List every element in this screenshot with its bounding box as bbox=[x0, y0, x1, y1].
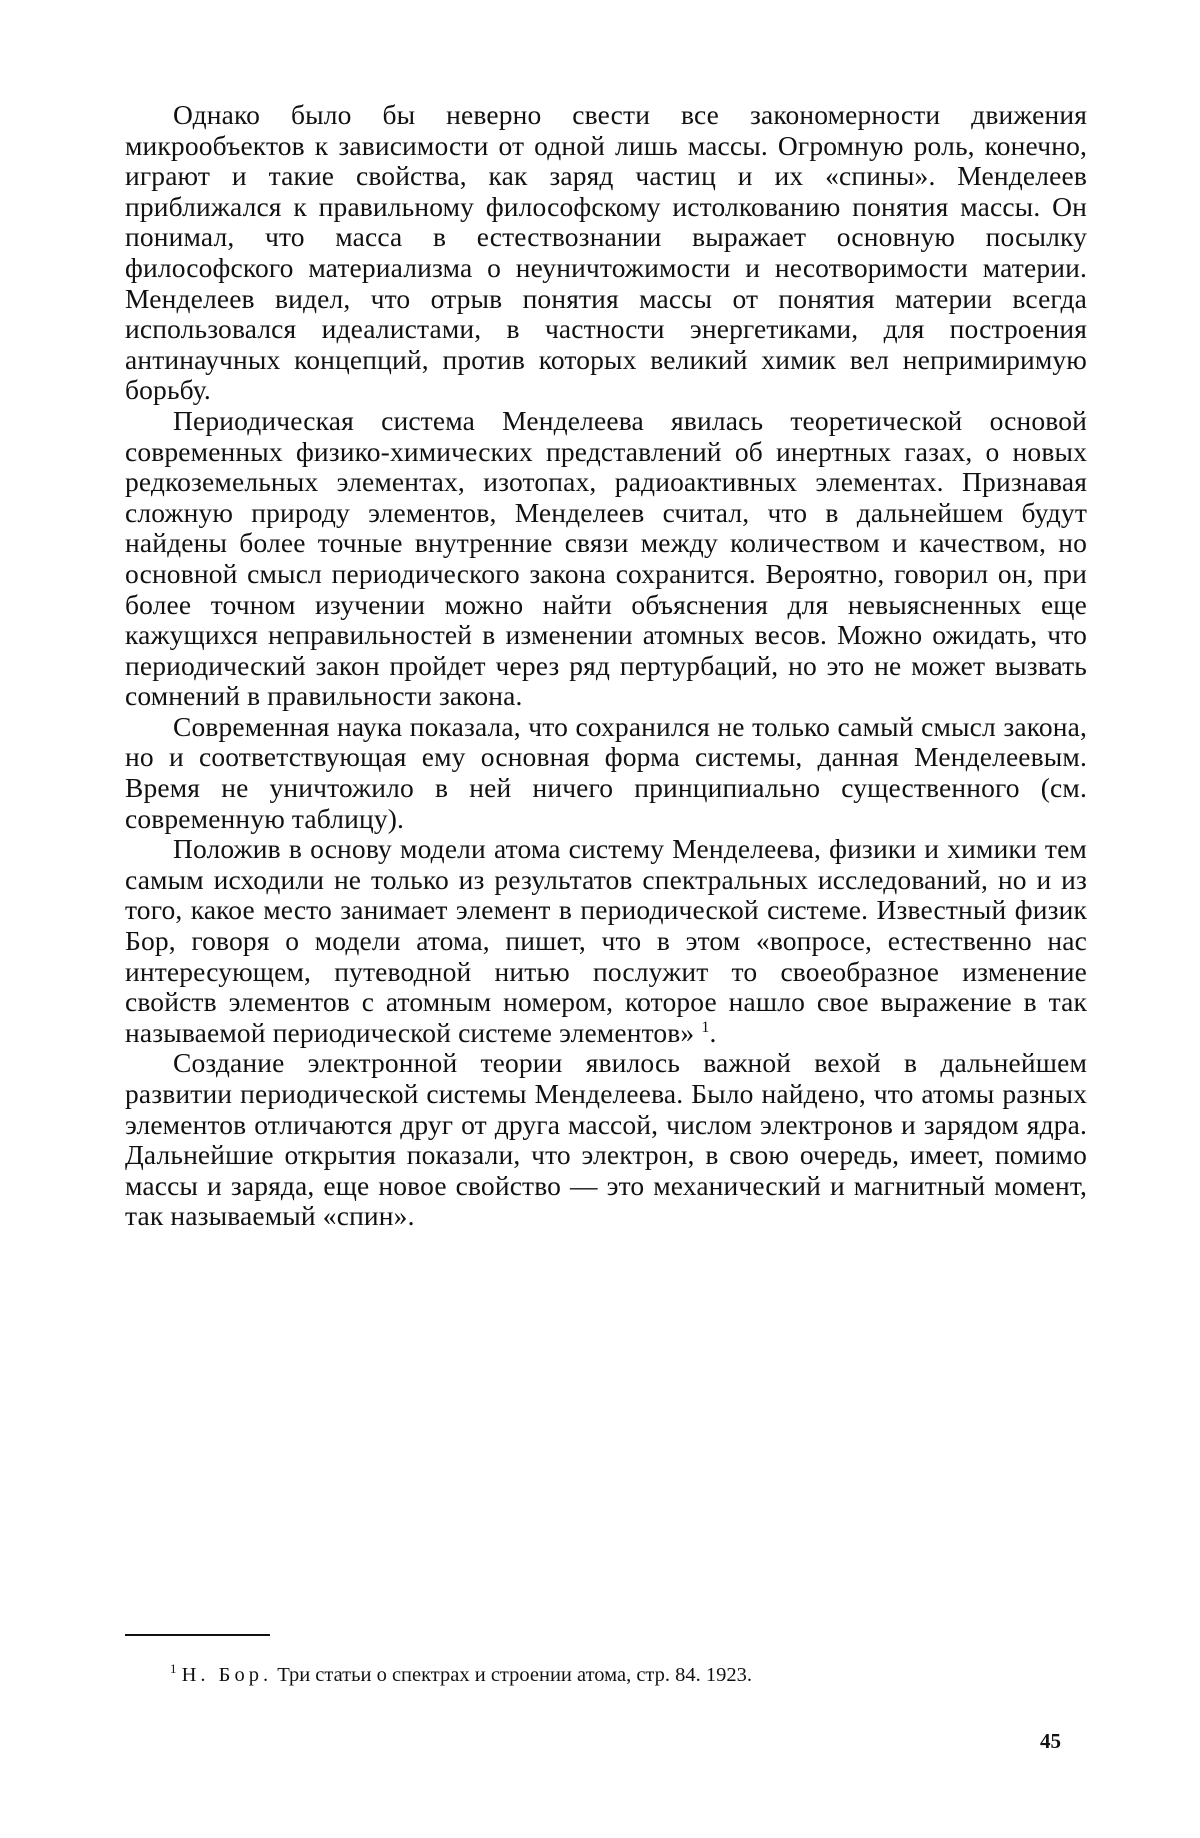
page-body bbox=[125, 100, 1087, 1232]
footnote-marker: 1 bbox=[170, 1661, 177, 1677]
footnote-divider bbox=[125, 1634, 270, 1636]
footnote-text: Три статьи о спектрах и строении атома, стр. 84. 1923. bbox=[272, 1664, 753, 1686]
paragraph: Однако было бы неверно свести все закономерности движения микрообъектов к зависимости от одной лишь массы. Огромную роль, конечно, играют и такие свойства, как заряд частиц и их «спины». Менделеев приближался к правильному философскому истолкованию понятия массы. Он понимал, что масса в естествознании выражает основную посылку философского материализма о неуничтожимости и несотворимости материи. Менделеев видел, что отрыв понятия массы от понятия материи всегда использовался идеалистами, в частности энергетиками, для построения антинаучных концепций, против которых великий химик вел непримиримую борьбу. bbox=[125, 99, 1087, 406]
paragraph-with-footnote-ref bbox=[125, 834, 1087, 1048]
footnote-reference[interactable]: 1 bbox=[701, 1018, 710, 1036]
paragraph: Современная наука показала, что сохранился не только самый смысл закона, но и соответствующая ему основная форма системы, данная Менделеевым. Время не уничтожило в ней ничего принципиально существенного (см. современную таблицу). bbox=[125, 710, 1087, 834]
paragraph-end: . bbox=[709, 1016, 717, 1048]
paragraph: Периодическая система Менделеева явилась теоретической основой современных физико-химических представлений об инертных газах, о новых редкоземельных элементах, изотопах, радиоактивных элементах. Признавая сложную природу элементов, Менделеев считал, что в дальнейшем будут найдены более точные внутренние связи между количеством и качеством, но основной смысл периодического закона сохранится. Вероятно, говорил он, при более точном изучении можно найти объяснения для невыясненных еще кажущихся неправильностей в изменении атомных весов. Можно ожидать, что периодический закон пройдет через ряд пертурбаций, но это не может вызвать сомнений в правильности закона. bbox=[125, 404, 1087, 712]
footnote bbox=[170, 1663, 752, 1687]
paragraph: Создание электронной теории явилось важной вехой в дальнейшем развитии периодической системы Менделеева. Было найдено, что атомы разных элементов отличаются друг от друга массой, числом электронов и зарядом ядра. Дальнейшие открытия показали, что электрон, в свою очередь, имеет, помимо массы и заряда, еще новое свойство — это механический и магнитный момент, так называемый «спин». bbox=[125, 1047, 1087, 1232]
paragraph-text: Положив в основу модели атома систему Менделеева, физики и химики тем самым исходили не только из результатов спектральных исследований, но и из того, какое место занимает элемент в периодической системе. Известный физик Бор, говоря о модели атома, пишет, что в этом «вопросе, естественно нас интересующем, путеводной нитью послужит то своеобразное изменение свойств элементов с атомным номером, которое нашло свое выражение в так называемой периодической системе элементов» bbox=[125, 833, 1087, 1048]
footnote-author: Н. Бор. bbox=[181, 1664, 273, 1686]
page-number: 45 bbox=[1040, 1729, 1061, 1753]
